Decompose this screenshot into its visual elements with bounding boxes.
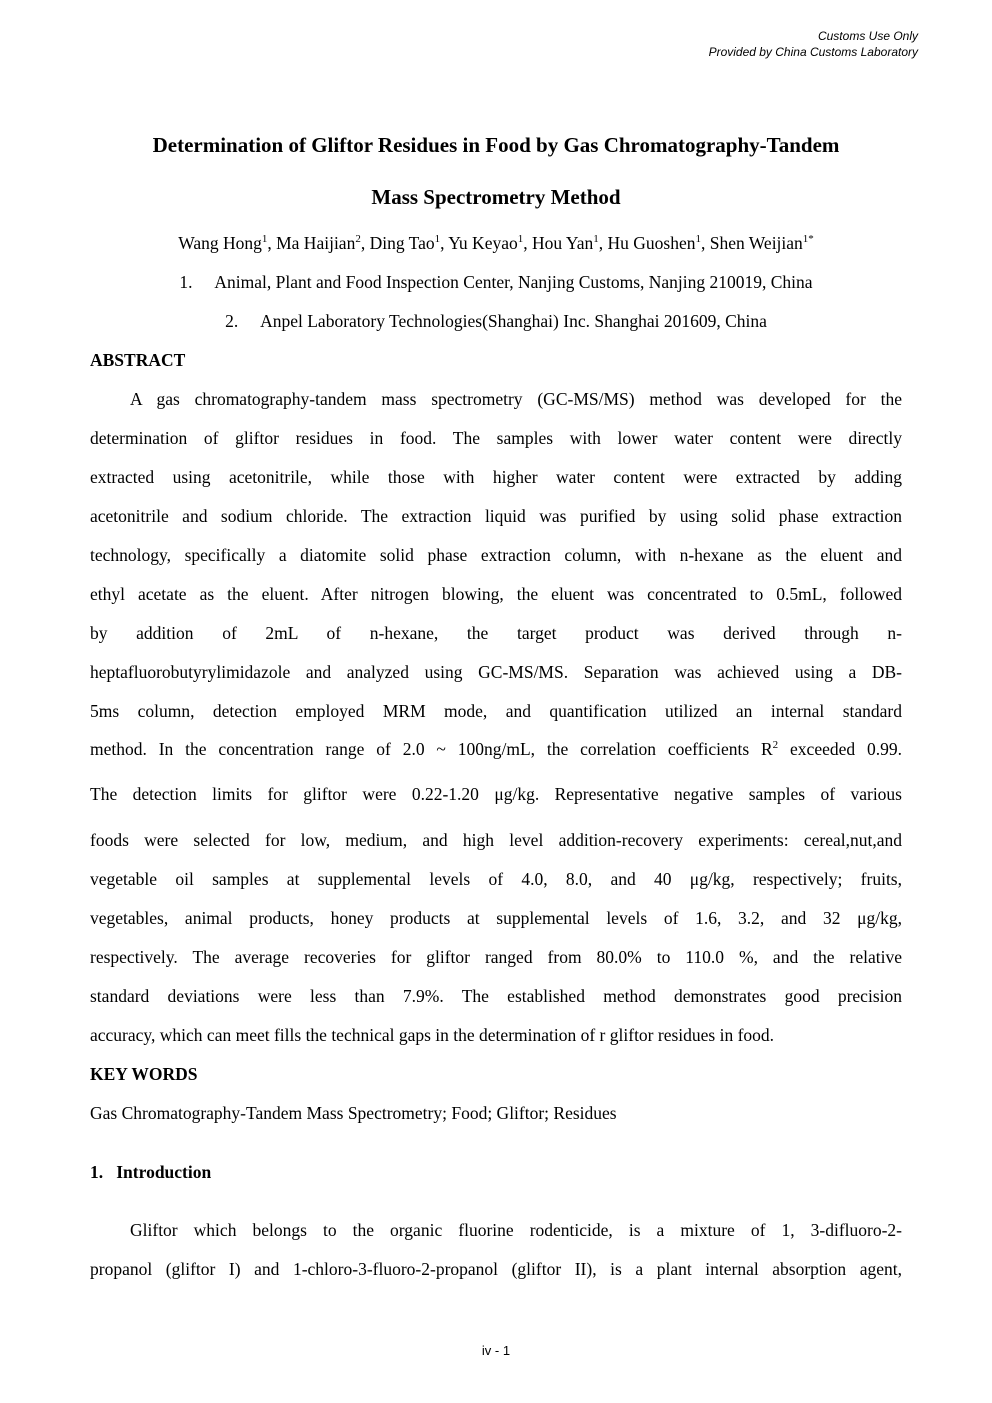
abstract-line: The detection limits for gliftor were 0.22-1.20 μg/kg. Representative negative samples of various (90, 784, 902, 804)
abstract-heading: ABSTRACT (90, 350, 186, 370)
abstract-line: A gas chromatography-tandem mass spectrometry (GC-MS/MS) method was developed for the (130, 389, 902, 409)
abstract-line: by addition of 2mL of n-hexane, the target product was derived through n- (90, 623, 902, 643)
page-number: iv - 1 (481, 1343, 511, 1358)
author: Ma Haijian$^2$ (276, 233, 361, 253)
abstract-line: determination of gliftor residues in food. The samples with lower water content were directly (90, 428, 902, 448)
header-customs-use: Customs Use Only (817, 29, 918, 43)
abstract-line-r2: method. In the concentration range of 2.0 ~ 100ng/mL, the correlation coefficients $R^2$ exceeded 0.99. (90, 739, 902, 759)
author: Yu Keyao$^1$ (448, 233, 524, 253)
affiliation-1: 1. Animal, Plant and Food Inspection Center, Nanjing Customs, Nanjing 210019, China (179, 272, 813, 292)
introduction-line: propanol (gliftor I) and 1-chloro-3-fluoro-2-propanol (gliftor II), is a plant internal absorption agent, (90, 1259, 902, 1279)
author: Wang Hong$^1$ (178, 233, 268, 253)
abstract-line: ethyl acetate as the eluent. After nitrogen blowing, the eluent was concentrated to 0.5mL, followed (90, 584, 902, 604)
author-list: Wang Hong$^1$, Ma Haijian$^2$, Ding Tao$^1$, Yu Keyao$^1$, Hou Yan$^1$, Hu Guoshen$^1$, Shen Weijian$^{1*}$ (178, 233, 814, 253)
header-provider: Provided by China Customs Laboratory (708, 45, 918, 59)
abstract-line: standard deviations were less than 7.9%. The established method demonstrates good precision (90, 986, 902, 1006)
paper-title-line-1: Determination of Gliftor Residues in Food by Gas Chromatography-Tandem (152, 133, 840, 157)
author: Ding Tao$^1$ (369, 233, 441, 253)
affiliation-2: 2. Anpel Laboratory Technologies(Shanghai) Inc. Shanghai 201609, China (225, 311, 767, 331)
introduction-heading: 1. Introduction (90, 1162, 212, 1182)
introduction-line: Gliftor which belongs to the organic fluorine rodenticide, is a mixture of 1, 3-difluoro-2- (130, 1220, 902, 1240)
author: Hu Guoshen$^1$ (607, 233, 701, 253)
abstract-line-last: accuracy, which can meet fills the technical gaps in the determination of r gliftor residues in food. (90, 1025, 775, 1045)
abstract-line: foods were selected for low, medium, and high level addition-recovery experiments: cereal,nut,and (90, 830, 902, 850)
abstract-line: vegetables, animal products, honey products at supplemental levels of 1.6, 3.2, and 32 μg/kg, (90, 908, 902, 928)
abstract-line: extracted using acetonitrile, while those with higher water content were extracted by adding (90, 467, 902, 487)
abstract-line: respectively. The average recoveries for gliftor ranged from 80.0% to 110.0 %, and the relative (90, 947, 902, 967)
keywords-list: Gas Chromatography-Tandem Mass Spectrometry; Food; Gliftor; Residues (90, 1103, 617, 1123)
abstract-line: technology, specifically a diatomite solid phase extraction column, with n-hexane as the eluent and (90, 545, 902, 565)
abstract-line: heptafluorobutyrylimidazole and analyzed using GC-MS/MS. Separation was achieved using a DB- (90, 662, 902, 682)
paper-title-line-2: Mass Spectrometry Method (371, 185, 621, 209)
abstract-line: acetonitrile and sodium chloride. The extraction liquid was purified by using solid phase extraction (90, 506, 902, 526)
abstract-line: 5ms column, detection employed MRM mode, and quantification utilized an internal standard (90, 701, 902, 721)
author: Hou Yan$^1$ (531, 233, 599, 253)
abstract-line: vegetable oil samples at supplemental levels of 4.0, 8.0, and 40 μg/kg, respectively; fruits, (90, 869, 902, 889)
keywords-heading: KEY WORDS (90, 1064, 198, 1084)
author: Shen Weijian$^{1*}$ (709, 233, 814, 253)
